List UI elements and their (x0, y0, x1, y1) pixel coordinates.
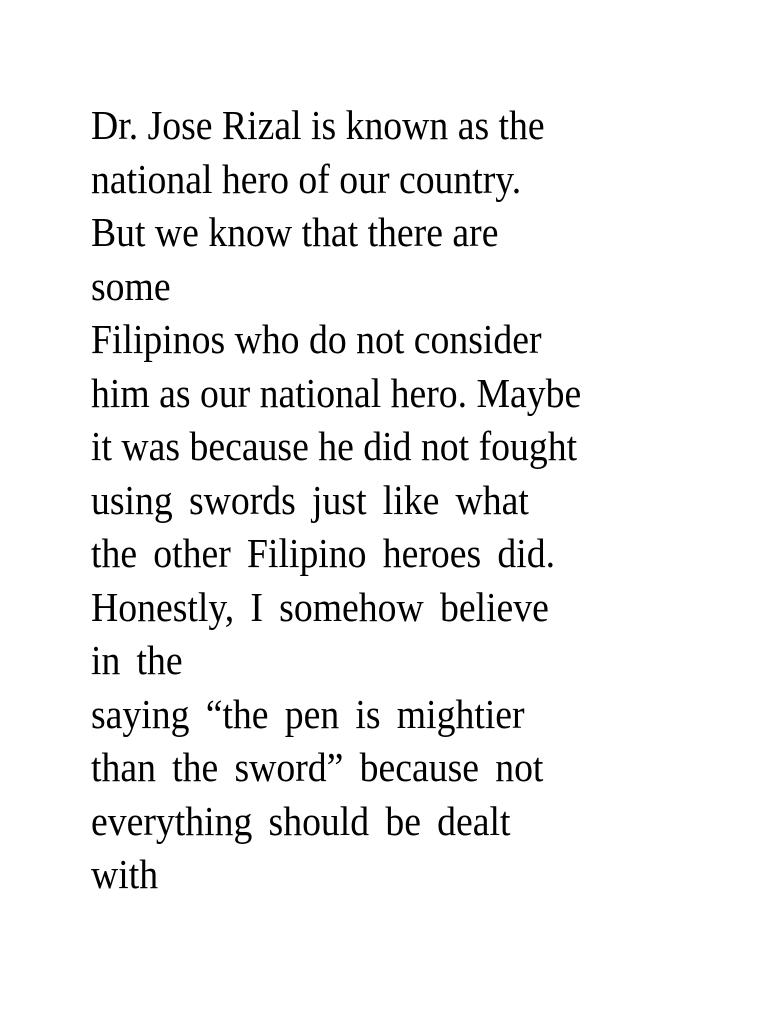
text-line: using swords just like what (91, 476, 529, 523)
text-line: some (91, 262, 171, 309)
text-line: the other Filipino heroes did. (91, 530, 556, 576)
text-line: it was because he did not fought (91, 423, 578, 469)
text-line: saying “the pen is mightier (91, 690, 525, 737)
text-line: him as our national hero. Maybe (91, 369, 582, 416)
text-line: Dr. Jose Rizal is known as the (91, 102, 545, 148)
text-line: with (91, 851, 159, 897)
text-line: national hero of our country. (91, 155, 522, 202)
text-line: But we know that there are (91, 209, 499, 255)
text-line: than the sword” because not (91, 744, 544, 790)
text-line: Filipinos who do not consider (91, 316, 542, 362)
text-line: everything should be dealt (91, 797, 511, 844)
body-paragraph (91, 99, 634, 902)
text-line: in the (91, 637, 183, 683)
text-line: Honestly, I somehow believe (91, 583, 549, 630)
